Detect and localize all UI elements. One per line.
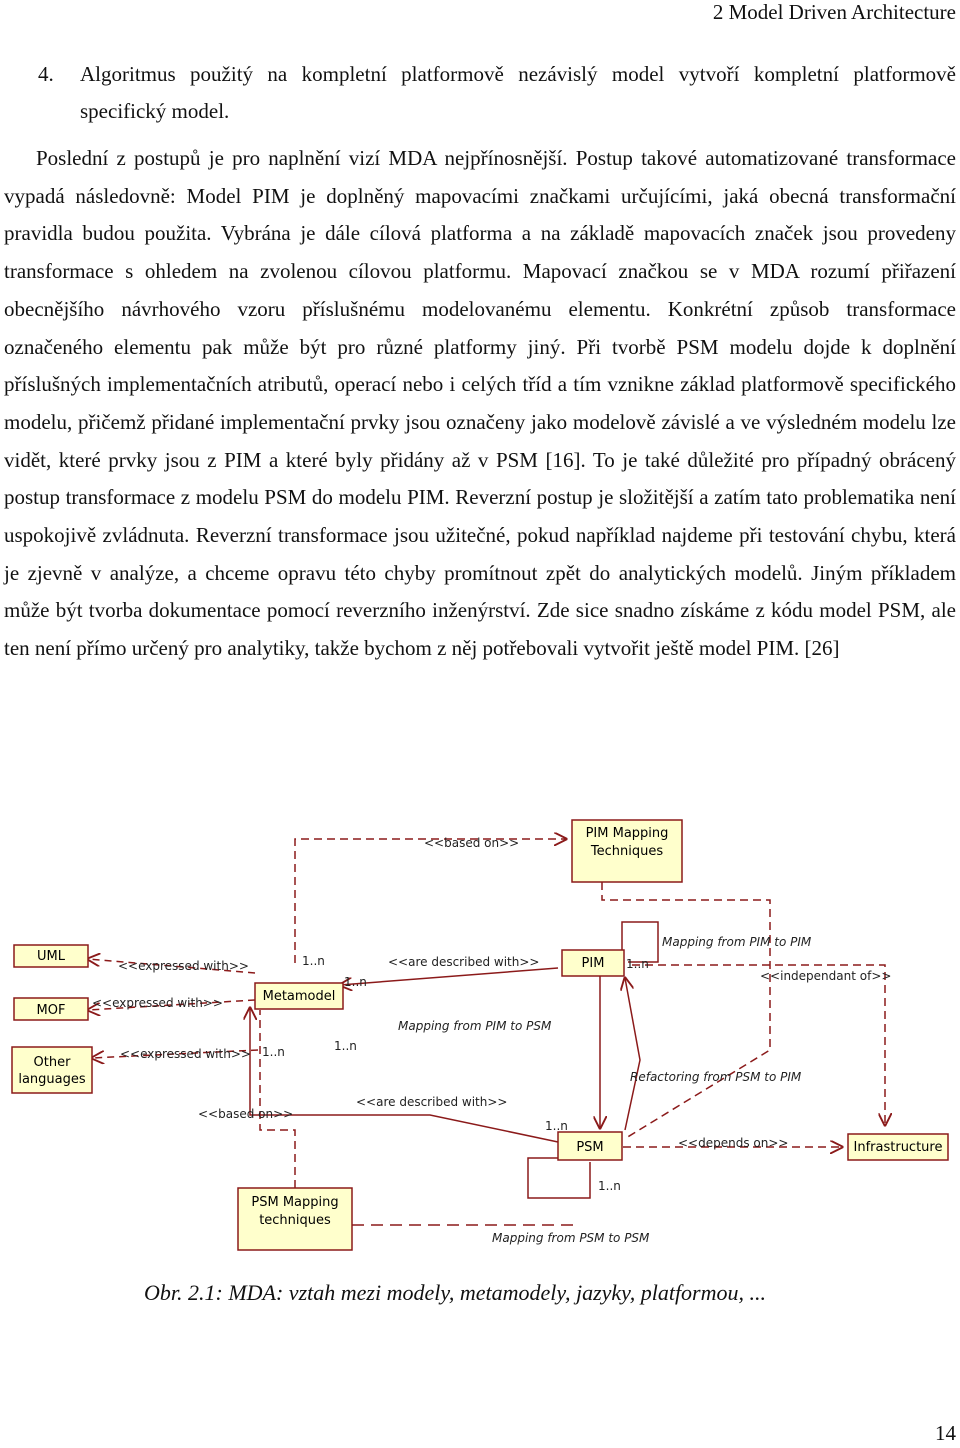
body-paragraph: Poslední z postupů je pro naplnění vizí MDA nejpřínosnější. Postup takové automatizované transformace vypadá následovně: Model PIM je doplněný mapovacími značkami určujícími, jaká obecná transformační pravidla budou použita. Vybrána je dále cílová platforma a na základě mapovacích značek jsou provedeny transformace s ohledem na zvolenou cílovou platformu. Mapovací značkou se v MDA rozumí přiřazení obecnějšího návrhového vzoru příslušnému modelovanému elementu. Konkrétní způsob transformace označeného elementu pak může být pro různé platformy jiný. Při tvorbě PSM modelu dojde k doplnění příslušných implementačních atributů, operací nebo i celých tříd a tím vznikne základ platformově specifického modelu, přičemž přidané implementační prvky jsou označeny jako modelově závislé a ve výsledném modelu lze vidět, které prvky jsou z PIM a které byly přidány až v PSM [16]. To je také důležité pro případný obrácený postup transformace z modelu PSM do modelu PIM. Reverzní postup je složitější a zatím tato problematika není uspokojivě zvládnuta. Reverzní transformace jsou užitečné, pokud například najdeme při testování chybu, která je zjevně v analýze, a chceme opravu této chyby promítnout zpět do analytických modelů. Jiným příkladem může být tvorba dokumentace pomocí reverzního inženýrství. Zde sice snadno získáme z kódu model PSM, ale ten není přímo určený pro analytiky, takže bychom z něj potřebovali vytvořit ještě model PIM. [26] [4, 146, 956, 661]
mult-pim: 1..n [626, 957, 649, 971]
box-label: Techniques [590, 844, 664, 859]
label-described-psm: <<are described with>> [356, 1095, 508, 1109]
box-label: UML [37, 949, 65, 964]
edge-pim-self [622, 922, 658, 962]
mult-metamodel-top: 1..n [302, 954, 325, 968]
label-mapping-psm-psm: Mapping from PSM to PSM [492, 1231, 650, 1245]
box-label: Metamodel [262, 989, 336, 1004]
label-expressed-other: <<expressed with>> [120, 1047, 251, 1061]
mult-psm-bottom: 1..n [598, 1179, 621, 1193]
edge-pim-infrastructure [632, 965, 885, 1125]
label-refactoring: Refactoring from PSM to PIM [630, 1070, 802, 1084]
edge-psm-pim [625, 978, 640, 1130]
label-expressed-mof: <<expressed with>> [92, 996, 223, 1010]
running-header: 2 Model Driven Architecture [712, 0, 956, 24]
mult-metamodel-bottom: 1..n [334, 1039, 357, 1053]
box-label: PSM [576, 1140, 604, 1155]
label-based-on-top: <<based on>> [424, 836, 520, 850]
label-mapping-pim-psm: Mapping from PIM to PSM [398, 1019, 552, 1033]
mult-metamodel-right: 1..n [344, 975, 367, 989]
label-independent: <<independant of>> [760, 969, 892, 983]
box-psm [558, 1132, 622, 1160]
mult-psm-left: 1..n [545, 1119, 568, 1133]
edge-pim-metamodel [340, 968, 558, 985]
box-uml [14, 945, 88, 967]
box-label: Other [33, 1055, 71, 1070]
box-other-languages [12, 1047, 92, 1093]
mult-other: 1..n [262, 1045, 285, 1059]
box-label: PIM [581, 956, 605, 971]
box-label: PIM Mapping [585, 826, 669, 841]
box-mof [14, 998, 88, 1020]
box-label: languages [18, 1072, 86, 1087]
label-depends-on: <<depends on>> [678, 1136, 789, 1150]
box-label: PSM Mapping [251, 1195, 339, 1210]
edge-metamodel-pimmapping [295, 839, 566, 963]
list-item-number: 4. [38, 62, 54, 86]
box-pim-mapping [572, 820, 682, 882]
list-item-text: Algoritmus použitý na kompletní platformově nezávislý model vytvoří kompletní platformově specifický model. [80, 62, 956, 123]
figure-caption: Obr. 2.1: MDA: vztah mezi modely, metamodely, jazyky, platformou, ... [143, 1280, 766, 1305]
box-label: MOF [36, 1003, 66, 1018]
box-label: techniques [259, 1213, 331, 1228]
box-psm-mapping [238, 1188, 352, 1250]
label-mapping-pim-pim: Mapping from PIM to PIM [662, 935, 812, 949]
box-metamodel [255, 983, 343, 1009]
box-infrastructure [848, 1134, 948, 1160]
edge-psm-self [528, 1158, 590, 1198]
label-based-on-bottom: <<based on>> [198, 1107, 294, 1121]
label-described-pim: <<are described with>> [388, 955, 540, 969]
edge-pimmapping-psm [602, 882, 770, 1138]
mda-diagram [0, 800, 960, 1260]
box-label: Infrastructure [853, 1140, 943, 1155]
label-expressed-uml: <<expressed with>> [118, 959, 249, 973]
box-pim [562, 950, 624, 976]
edge-psmmapping-metamodel [260, 1010, 295, 1188]
page-number: 14 [935, 1421, 956, 1445]
numbered-list-item [4, 56, 956, 130]
